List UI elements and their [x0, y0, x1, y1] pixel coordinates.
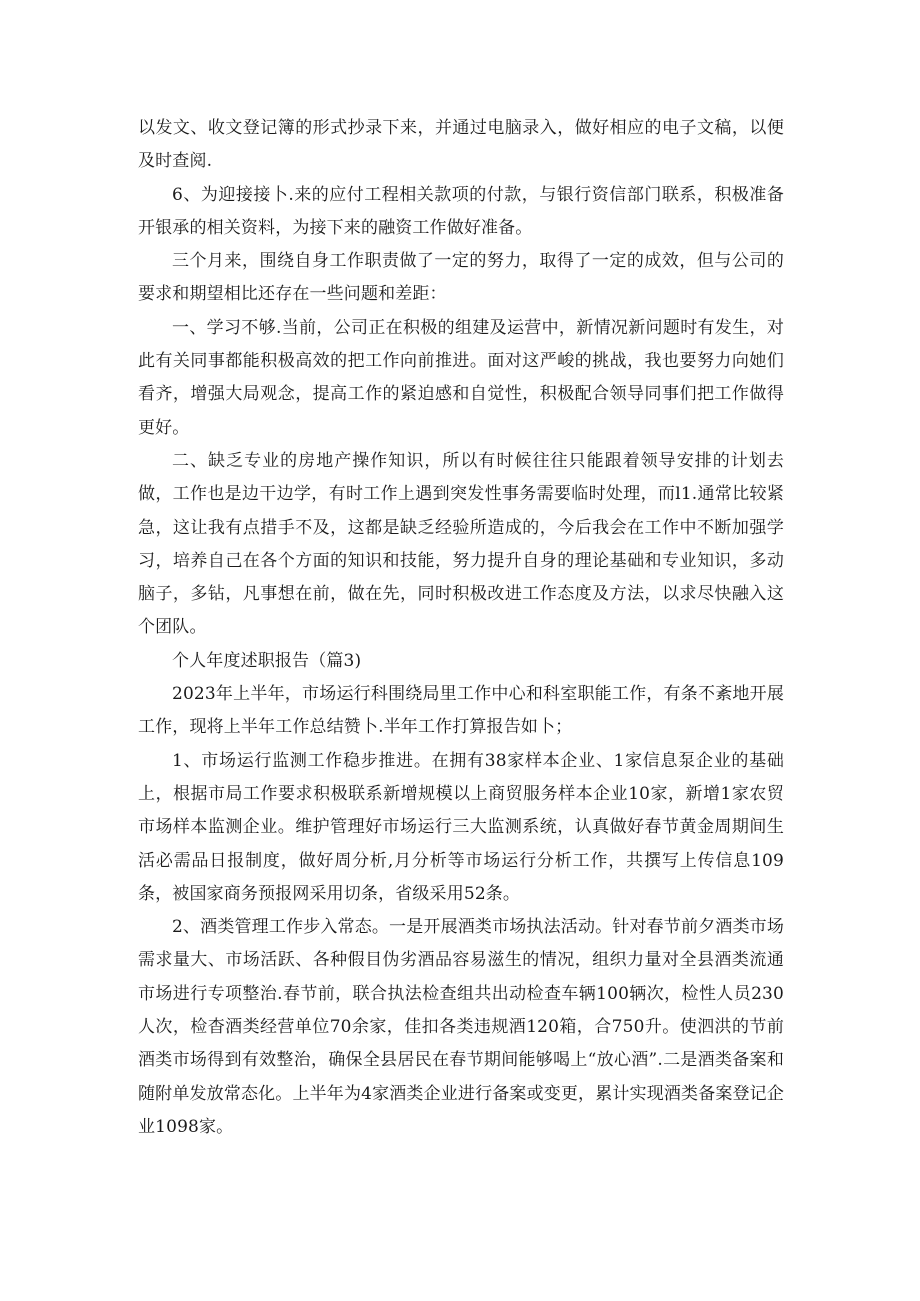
paragraph-summary: 三个月来，围绕自身工作职责做了一定的努力，取得了一定的成效，但与公司的要求和期望相比还存在一些问题和差距：: [138, 251, 784, 305]
paragraph-problem-2: 二、缺乏专业的房地产操作知识，所以有时候往往只能跟着领导安排的计划去做，工作也是边干边学，有时工作上遇到突发性事务需要临时处理，而l1.通常比较紧急，这让我有点措手不及，这都是缺乏经验所造成的，今后我会在工作中不断加强学习，培养自己在各个方面的知识和技能，努力提升自身的理论基础和专业知识，多动脑子，多钻，凡事想在前，做在先，同时积极改进工作态度及方法，以求尽快融入这个团队。: [138, 450, 784, 638]
paragraph-liquor-management: 2、酒类管理工作步入常态。一是开展酒类市场执法活动。针对春节前夕酒类市场需求量大、市场活跃、各种假目伪劣酒品容易滋生的情况，组织力量对全县酒类流通市场进行专项整治.春节前，联合执法检查组共出动检查车辆100辆次，检性人员230人次，检杳酒类经营单位70余家，佳扣各类违规酒120箱，合750升。使泗洪的节前酒类市场得到有效整治，确保全县居民在春节期间能够喝上“放心酒”.二是酒类备案和随附单发放常态化。上半年为4家酒类企业进行备案或变更，累计实现酒类备案登记企业1098家。: [138, 917, 784, 1137]
section-heading: 个人年度述职报告（篇3): [172, 650, 362, 671]
paragraph-item-6: 6、为迎接接卜.来的应付工程相关款项的付款，与银行资信部门联系，积极准备开银承的相关资料，为接下来的融资工作做好准备。: [138, 184, 784, 238]
paragraph-intro: 2023年上半年，市场运行科围绕局里工作中心和科室职能工作，有条不紊地开展工作，现将上半年工作总结赞卜.半年工作打算报告如卜；: [138, 684, 784, 738]
document-page: [138, 112, 784, 1144]
paragraph-problem-1: 一、学习不够.当前，公司正在积极的组建及运营中，新情况新问题时有发生，对此有关同事都能积极高效的把工作向前推进。面对这严峻的挑战，我也要努力向她们看齐，增强大局观念，提高工作的紧迫感和自觉性，积极配合领导同事们把工作做得更好。: [138, 317, 784, 438]
paragraph-market-monitoring: 1、市场运行监测工作稳步推进。在拥有38家样本企业、1家信息泵企业的基础上，根据市局工作要求积极联系新增规模以上商贸服务样本企业10家，新增1家农贸市场样本监测企业。维护管理好市场运行三大监测系统，认真做好春节黄金周期间生活必需品日报制度，做好周分析,月分析等市场运行分析工作，共撰写上传信息109条，被国家商务预报网采用切条，省级采用52条。: [138, 750, 784, 904]
paragraph-continuation: 以发文、收文登记簿的形式抄录下来，并通过电脑录入，做好相应的电子文稿，以便及时查阅.: [138, 118, 784, 172]
